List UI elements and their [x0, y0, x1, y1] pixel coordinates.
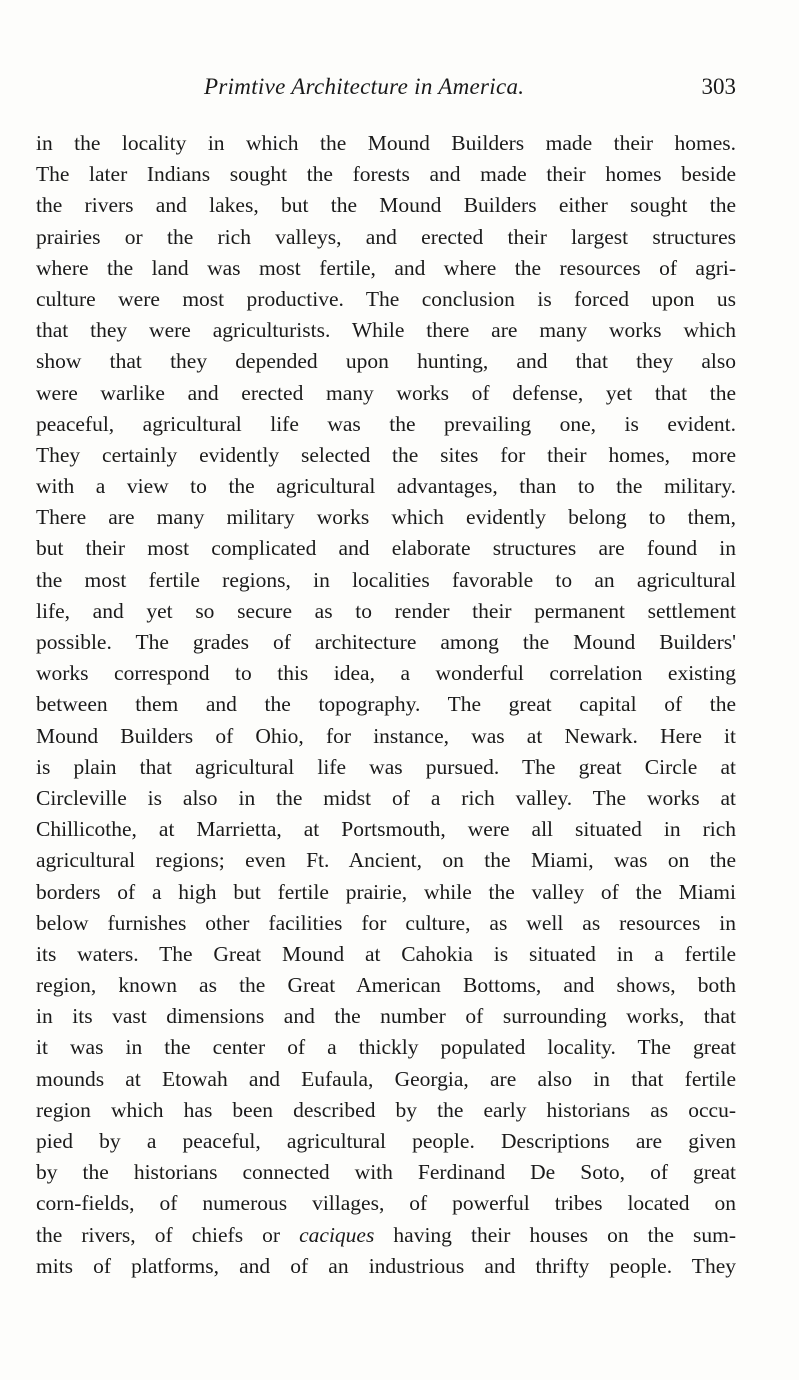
- page-number: 303: [701, 74, 736, 99]
- text-line: works correspond to this idea, a wonderful correlation existing: [36, 661, 736, 686]
- text-segment: the rivers, of chiefs or: [36, 1222, 300, 1247]
- text-line: its waters. The Great Mound at Cahokia is situated in a fertile: [36, 941, 736, 966]
- text-line: show that they depended upon hunting, and that they also: [36, 349, 736, 374]
- text-line: life, and yet so secure as to render their permanent settlement: [36, 598, 736, 623]
- text-segment: having their houses on the sum-: [374, 1222, 736, 1247]
- text-line: with a view to the agricultural advantages, than to the military.: [36, 474, 736, 499]
- text-line: Mound Builders of Ohio, for instance, was at Newark. Here it: [36, 723, 736, 748]
- text-line: culture were most productive. The conclusion is forced upon us: [36, 286, 736, 311]
- text-line: They certainly evidently selected the sites for their homes, more: [36, 442, 736, 467]
- text-line: but their most complicated and elaborate structures are found in: [36, 536, 736, 561]
- text-line: it was in the center of a thickly populated locality. The great: [36, 1035, 736, 1060]
- running-header: [36, 70, 736, 110]
- text-line: that they were agriculturists. While there are many works which: [36, 318, 736, 343]
- text-line: mits of platforms, and of an industrious and thrifty people. They: [36, 1253, 736, 1278]
- text-line: peaceful, agricultural life was the prevailing one, is evident.: [36, 411, 736, 436]
- text-line: the rivers and lakes, but the Mound Builders either sought the: [36, 193, 736, 218]
- text-line: by the historians connected with Ferdinand De Soto, of great: [36, 1160, 736, 1185]
- body-text: [36, 128, 736, 1282]
- text-line: prairies or the rich valleys, and erected their largest structures: [36, 224, 736, 249]
- text-line: agricultural regions; even Ft. Ancient, on the Miami, was on the: [36, 848, 736, 873]
- text-line: the most fertile regions, in localities favorable to an agricultural: [36, 567, 736, 592]
- text-line: Circleville is also in the midst of a rich valley. The works at: [36, 785, 736, 810]
- text-line: where the land was most fertile, and where the resources of agri-: [36, 255, 736, 280]
- text-line: There are many military works which evidently belong to them,: [36, 505, 736, 530]
- text-line: in the locality in which the Mound Builders made their homes.: [36, 131, 736, 155]
- running-title: Primtive Architecture in America.: [204, 74, 525, 99]
- text-line: pied by a peaceful, agricultural people. Descriptions are given: [36, 1129, 736, 1153]
- text-line: corn-fields, of numerous villages, of powerful tribes located on: [36, 1191, 736, 1216]
- text-line: were warlike and erected many works of defense, yet that the: [36, 380, 736, 405]
- text-line-with-italic: [36, 1220, 736, 1251]
- text-line: below furnishes other facilities for culture, as well as resources in: [36, 910, 736, 935]
- text-line: between them and the topography. The great capital of the: [36, 692, 736, 717]
- text-line: region, known as the Great American Bottoms, and shows, both: [36, 973, 736, 998]
- text-line: region which has been described by the early historians as occu-: [36, 1097, 736, 1122]
- text-line: mounds at Etowah and Eufaula, Georgia, are also in that fertile: [36, 1066, 736, 1091]
- text-line: borders of a high but fertile prairie, while the valley of the Miami: [36, 879, 736, 904]
- text-line: in its vast dimensions and the number of surrounding works, that: [36, 1004, 736, 1029]
- text-line: The later Indians sought the forests and made their homes beside: [36, 162, 736, 187]
- text-line: Chillicothe, at Marrietta, at Portsmouth, were all situated in rich: [36, 817, 736, 842]
- text-line: is plain that agricultural life was pursued. The great Circle at: [36, 754, 736, 779]
- italic-term: caciques: [299, 1222, 375, 1247]
- text-line: possible. The grades of architecture among the Mound Builders': [36, 630, 736, 654]
